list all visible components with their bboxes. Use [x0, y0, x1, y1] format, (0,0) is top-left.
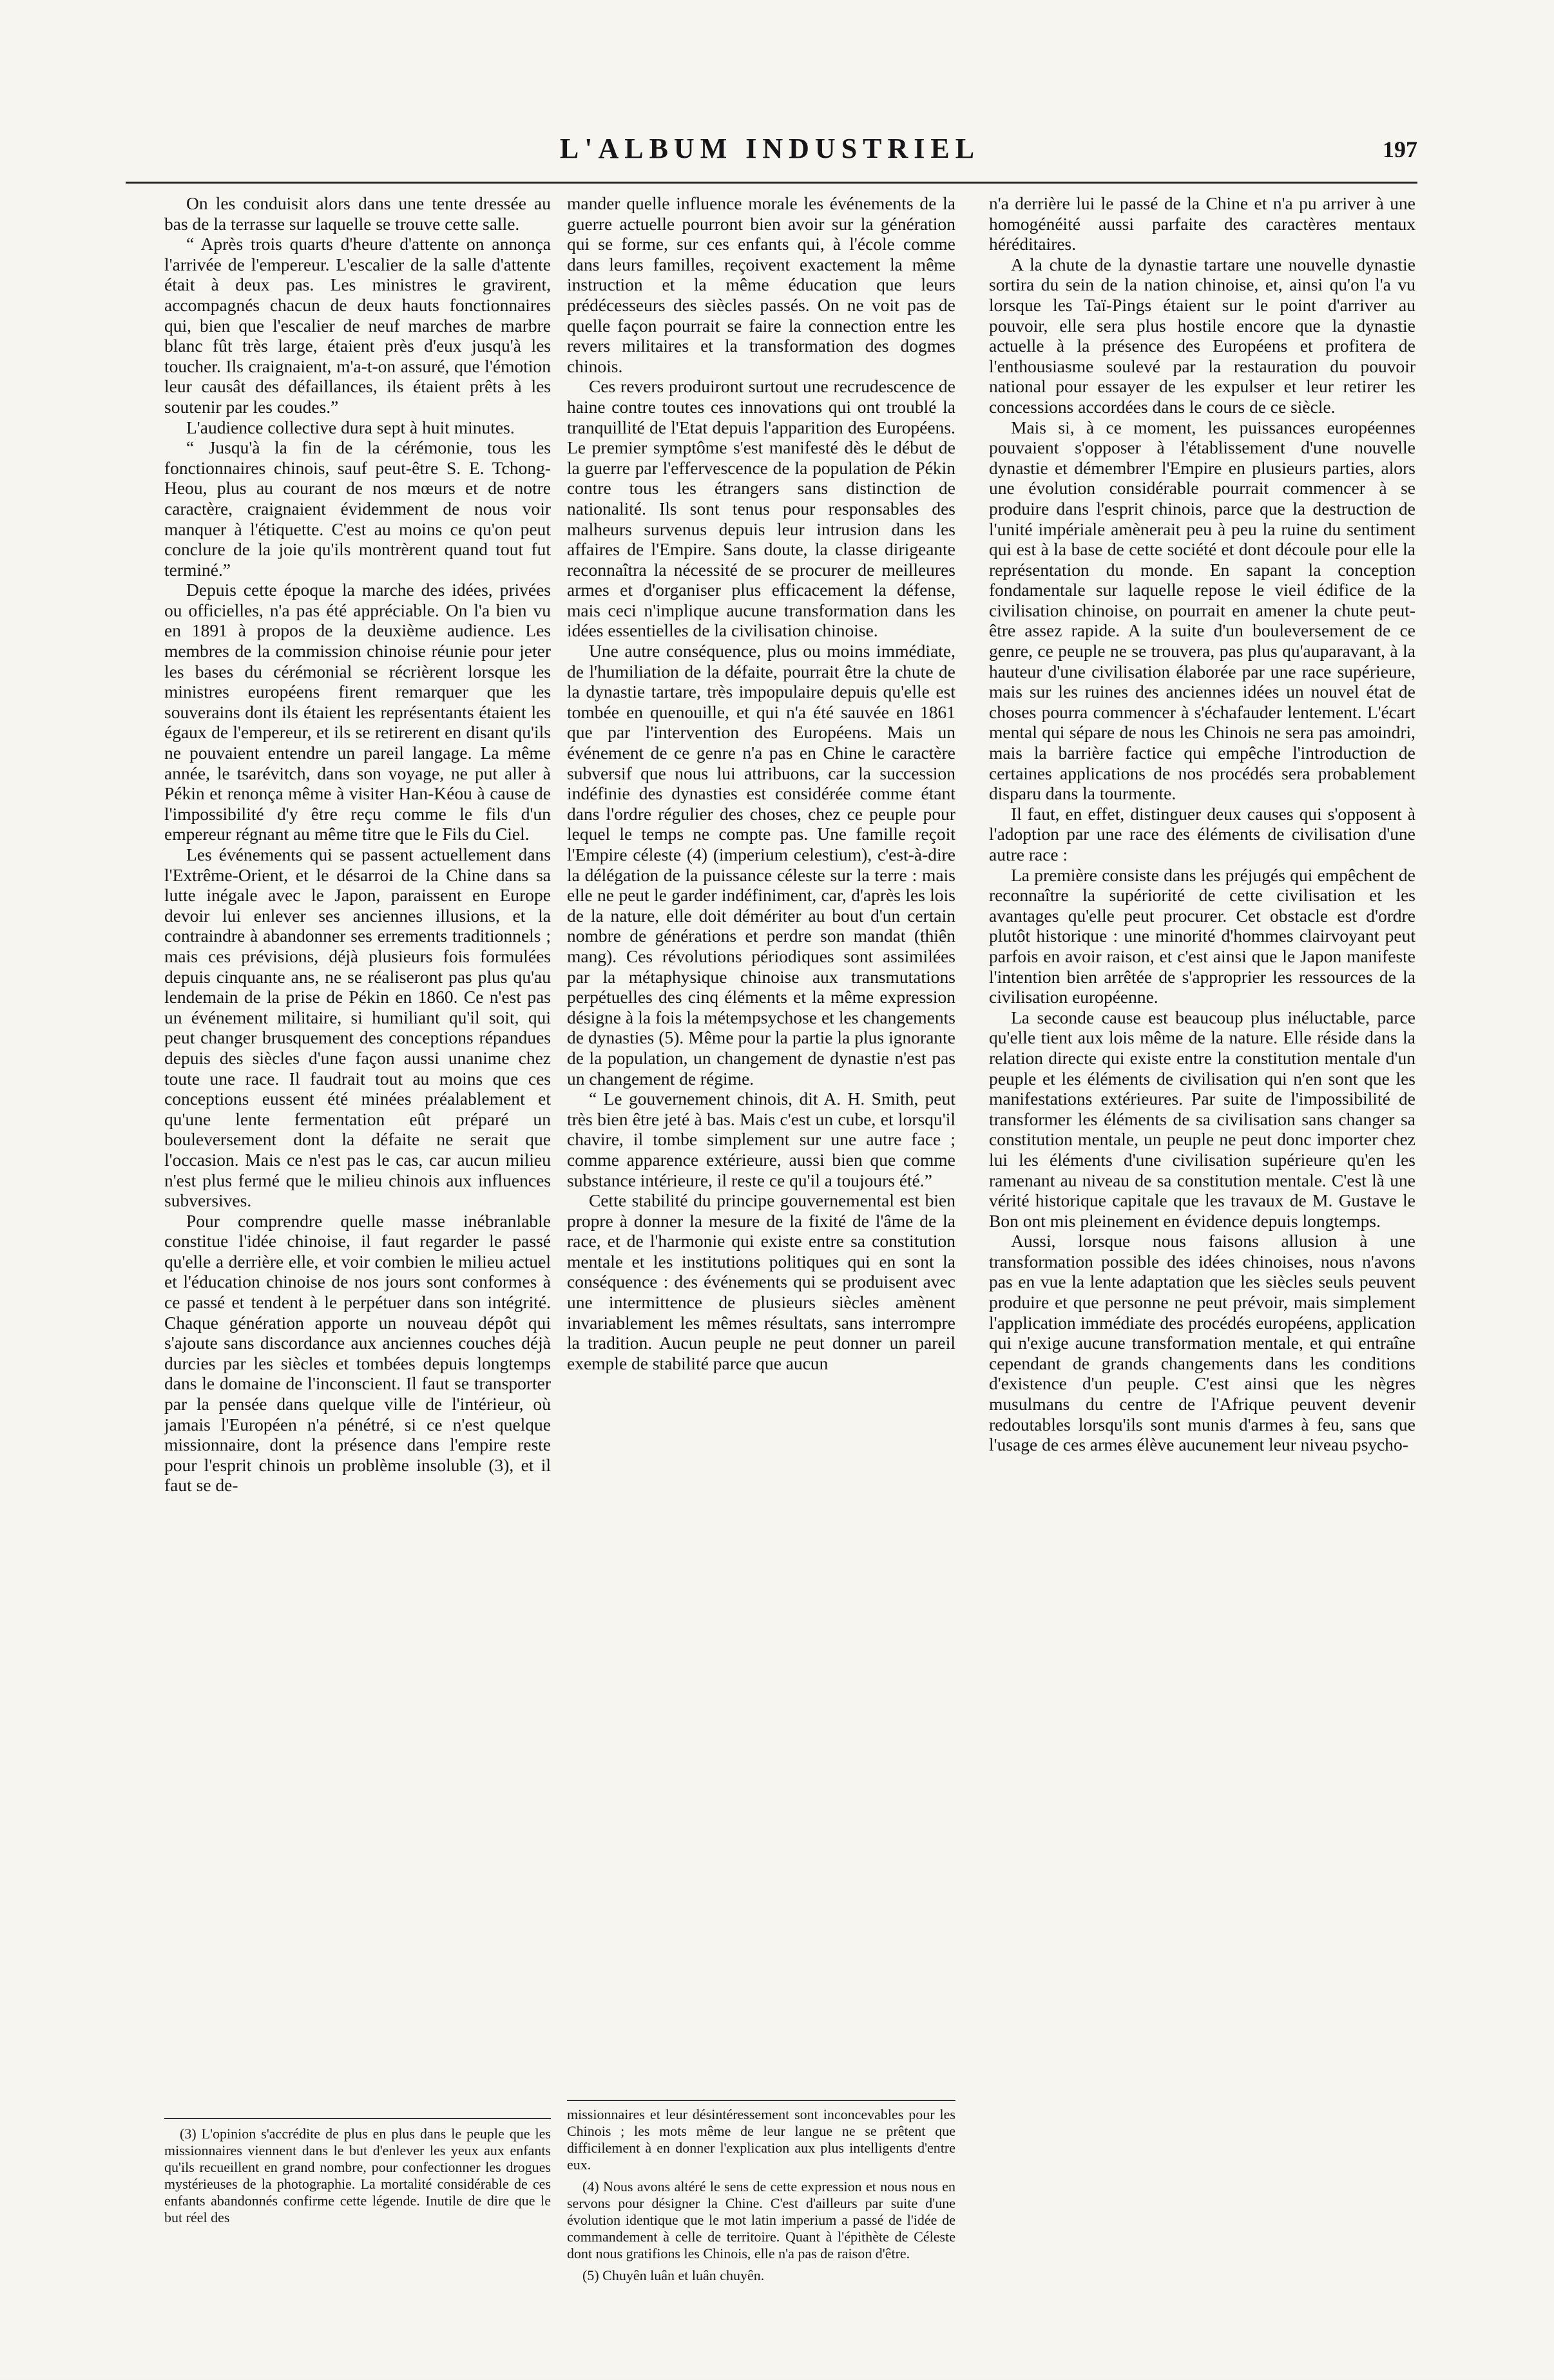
- text-column-3: [989, 193, 1415, 2379]
- running-title: L'ALBUM INDUSTRIEL: [559, 133, 981, 164]
- paragraph: Ces revers produiront surtout une recrudescence de haine contre toutes ces innovations qui ont troublé la tranquillité de l'Etat depuis l'apparition des Européens. Le premier symptôme s'est manifesté dès le début de la guerre par l'effervescence de la population de Pékin contre tous les étrangers sans distinction de nationalité. Ils sont tenus pour responsables des malheurs survenus depuis leur intrusion dans les affaires de l'Empire. Sans doute, la classe dirigeante reconnaîtra la nécessité de se procurer de meilleures armes et d'organiser plus efficacement la défense, mais ceci n'implique aucune transformation dans les idées essentielles de la civilisation chinoise.: [567, 376, 955, 641]
- column-3-body: [989, 193, 1415, 2379]
- paragraph: “ Après trois quarts d'heure d'attente on annonça l'arrivée de l'empereur. L'escalier de la salle d'attente était à deux pas. Les ministres le gravirent, accompagnés chacun de deux hauts fonctionnaires qui, bien que l'escalier de neuf marches de marbre blanc fût très large, étaient près d'eux jusqu'à les toucher. Ils craignaient, m'a-t-on assuré, que l'émotion leur causât des défaillances, ils étaient prêts à les soutenir par les coudes.”: [164, 234, 551, 417]
- paragraph: Cette stabilité du principe gouvernemental est bien propre à donner la mesure de la fixité de l'âme de la race, et de l'harmonie qui existe entre sa constitution mentale et les institutions politiques qui en sont la conséquence : des événements qui se produisent avec une intermittence de plusieurs siècles amènent invariablement les mêmes résultats, sans interrompre la tradition. Aucun peuple ne peut donner un pareil exemple de stabilité parce que aucun: [567, 1190, 955, 1373]
- header-rule: [126, 182, 1417, 184]
- paragraph: Aussi, lorsque nous faisons allusion à une transformation possible des idées chinoises, nous n'avons pas en vue la lente adaptation que les siècles seuls peuvent produire et que personne ne peut prévoir, mais simplement l'application immédiate des procédés européens, application qui n'exige aucune transformation mentale, et qui entraîne cependant de grands changements dans les conditions d'existence d'un peuple. C'est ainsi que les nègres musulmans du centre de l'Afrique peuvent devenir redoutables lorsqu'ils sont munis d'armes à feu, sans que l'usage de ces armes élève aucunement leur niveau psycho-: [989, 1231, 1415, 1455]
- paragraph: n'a derrière lui le passé de la Chine et n'a pu arriver à une homogénéité aussi parfaite des caractères mentaux héréditaires.: [989, 193, 1415, 254]
- paragraph: La seconde cause est beaucoup plus inéluctable, parce qu'elle tient aux lois même de la nature. Elle réside dans la relation directe qui existe entre la constitution mentale d'un peuple et les éléments de civilisation qui n'en sont que les manifestations extérieures. Par suite de l'impossibilité de transformer les éléments de sa civilisation sans changer sa constitution mentale, un peuple ne peut donc importer chez lui les éléments d'une civilisation supérieure qu'en les ramenant au niveau de sa constitution mentale. C'est là une vérité historique capitale que les travaux de M. Gustave le Bon ont mis pleinement en évidence depuis longtemps.: [989, 1007, 1415, 1231]
- footnote-rule: [164, 2118, 551, 2119]
- footnote: (3) L'opinion s'accrédite de plus en plus dans le peuple que les missionnaires viennent dans le but d'enlever les yeux aux enfants qu'ils recueillent en grand nombre, pour confectionner les drogues mystérieuses de la photographie. La mortalité considérable de ces enfants abandonnés confirme cette légende. Inutile de dire que le but réel des: [164, 2126, 551, 2225]
- paragraph: Depuis cette époque la marche des idées, privées ou officielles, n'a pas été appréciable. On l'a bien vu en 1891 à propos de la deuxième audience. Les membres de la commission chinoise réunie pour jeter les bases du cérémonial se récrièrent lorsque les ministres européens firent remarquer que les souverains dont ils étaient les représentants étaient les égaux de l'empereur, et ils se retirerent en disant qu'ils ne pouvaient entendre un pareil langage. La même année, le tsarévitch, dans son voyage, ne put aller à Pékin et renonça même à visiter Han-Kéou à cause de l'impossibilité d'y être reçu comme le fils d'un empereur régnant au même titre que le Fils du Ciel.: [164, 580, 551, 844]
- paragraph: A la chute de la dynastie tartare une nouvelle dynastie sortira du sein de la nation chinoise, et, ainsi qu'on l'a vu lorsque les Taï-Pings étaient sur le point d'arriver au pouvoir, elle sera plus hostile encore que la dynastie actuelle à la présence des Européens et profitera de l'enthousiasme soulevé par la restauration du pouvoir national pour essayer de les expulser et leur retirer les concessions accordées dans le cours de ce siècle.: [989, 254, 1415, 417]
- footnote: (5) Chuyên luân et luân chuyên.: [582, 2267, 765, 2283]
- paragraph: Pour comprendre quelle masse inébranlable constitue l'idée chinoise, il faut regarder le passé qu'elle a derrière elle, et voir combien le milieu actuel et l'éducation chinoise de nos jours sont conformes à ce passé et tendent à le perpétuer dans son intégrité. Chaque génération apporte un nouveau dépôt qui s'ajoute sans discordance aux anciennes couches déjà durcies par les siècles et tombées depuis longtemps dans le domaine de l'inconscient. Il faut se transporter par la pensée dans quelque ville de l'intérieur, où jamais l'Européen n'a pénétré, si ce n'est quelque missionnaire, dont la présence dans l'empire reste pour l'esprit chinois un problème insoluble (3), et il faut se de-: [164, 1210, 551, 1496]
- paragraph: Une autre conséquence, plus ou moins immédiate, de l'humiliation de la défaite, pourrait être la chute de la dynastie tartare, très impopulaire depuis qu'elle est tombée en quenouille, et qui n'a été sauvée en 1861 que par l'intervention des Européens. Mais un événement de ce genre n'a pas en Chine le caractère subversif que nous lui attribuons, car la succession indéfinie des dynasties est considérée comme étant dans l'ordre régulier des choses, chez ce peuple pour lequel le temps ne compte pas. Une famille reçoit l'Empire céleste (4) (imperium celestium), c'est-à-dire la délégation de la puissance céleste sur la terre : mais elle ne peut le garder indéfiniment, car, d'après les lois de la nature, elle doit démériter au bout d'un certain nombre de générations et perdre son mandat (thiên mang). Ces révolutions périodiques sont assimilées par la métaphysique chinoise aux transmutations perpétuelles des cinq éléments et la même expression désigne à la fois la métempsychose et les changements de dynasties (5). Même pour la partie la plus ignorante de la population, un changement de dynastie n'est pas un changement de régime.: [567, 641, 955, 1089]
- paragraph: Les événements qui se passent actuellement dans l'Extrême-Orient, et le désarroi de la Chine dans sa lutte inégale avec le Japon, paraissent en Europe devoir lui enlever ses anciennes illusions, et la contraindre à abandonner ses errements traditionnels ; mais ces prévisions, déjà plusieurs fois formulées depuis cinquante ans, ne se réaliseront pas plus qu'au lendemain de la prise de Pékin en 1860. Ce n'est pas un événement militaire, si humiliant qu'il soit, qui peut changer brusquement des conceptions répandues depuis des siècles d'une façon aussi unanime chez toute une race. Il faudrait tout au moins que ces conceptions eussent été minées préalablement et qu'une lente fermentation eût préparé un bouleversement dont la défaite ne serait que l'occasion. Mais ce n'est pas le cas, car aucun milieu n'est plus fermé que le milieu chinois aux influences subversives.: [164, 844, 551, 1211]
- paragraph: Il faut, en effet, distinguer deux causes qui s'opposent à l'adoption par une race des éléments de civilisation d'une autre race :: [989, 803, 1415, 864]
- text-column-2: [567, 193, 955, 2377]
- footnote: missionnaires et leur désintéressement sont inconcevables pour les Chinois ; les mots même de leur langue ne se prêtent que difficilement à en donner l'explication aux plus intelligents d'entre eux.: [567, 2106, 955, 2173]
- paragraph: Mais si, à ce moment, les puissances européennes pouvaient s'opposer à l'établissement d'une nouvelle dynastie et démembrer l'Empire en plusieurs parties, alors une évolution considérable pourrait commencer à se produire dans l'esprit chinois, parce que la destruction de l'unité impériale amènerait peu à peu la ruine du sentiment qui est à la base de cette société et dont découle pour elle la représentation du monde. En sapant la conception fondamentale sur laquelle repose le vieil édifice de la civilisation chinoise, on pourrait en amener la chute peut-être assez rapide. A la suite d'un bouleversement de ce genre, ce peuple ne se trouvera, pas plus qu'auparavant, à la hauteur d'une civilisation élaborée par une race supérieure, mais sur les ruines des anciennes idées un nouvel état de choses pourra commencer à s'échafauder lentement. L'écart mental qui sépare de nous les Chinois ne sera pas amoindri, mais la barrière factice qui empêche l'introduction de certaines applications de nos procédés sera probablement disparu dans la tourmente.: [989, 417, 1415, 804]
- paragraph: “ Jusqu'à la fin de la cérémonie, tous les fonctionnaires chinois, sauf peut-être S. E. Tchong-Heou, plus au courant de nos mœurs et de notre caractère, craignaient évidemment de nous voir manquer à l'étiquette. C'est au moins ce qu'on peut conclure de la joie qu'ils montrèrent quand tout fut terminé.”: [164, 437, 551, 580]
- column-2-footnotes: [567, 2106, 955, 2289]
- text-column-1: [164, 193, 551, 2380]
- page-header: [122, 132, 1417, 171]
- paragraph: “ Le gouvernement chinois, dit A. H. Smith, peut très bien être jeté à bas. Mais c'est un cube, et lorsqu'il chavire, il tombe simplement sur une autre face ; comme apparence extérieure, aussi bien que comme substance intérieure, il reste ce qu'il a toujours été.”: [567, 1089, 955, 1190]
- column-2-body: [567, 193, 955, 2093]
- column-1-body: [164, 193, 551, 2113]
- column-1-footnotes: [164, 2126, 551, 2231]
- paragraph: On les conduisit alors dans une tente dressée au bas de la terrasse sur laquelle se trouve cette salle.: [164, 193, 551, 234]
- paragraph: L'audience collective dura sept à huit minutes.: [186, 417, 515, 437]
- page-number: 197: [1383, 137, 1417, 162]
- footnote: (4) Nous avons altéré le sens de cette expression et nous nous en servons pour désigner la Chine. C'est d'ailleurs par suite d'une évolution identique que le mot latin imperium a passé de l'idée de commandement à celle de territoire. Quant à l'épithète de Céleste dont nous gratifions les Chinois, elle n'a pas de raison d'être.: [567, 2178, 955, 2261]
- footnote-rule: [567, 2100, 955, 2101]
- paragraph: La première consiste dans les préjugés qui empêchent de reconnaître la supériorité de cette civilisation et les avantages qu'elle peut procurer. Cet obstacle est d'ordre plutôt historique : une minorité d'hommes clairvoyant peut parfois en avoir raison, et c'est ainsi que le Japon manifeste l'intention bien arrêtée de s'approprier les ressources de la civilisation européenne.: [989, 864, 1415, 1007]
- paragraph: mander quelle influence morale les événements de la guerre actuelle pourront bien avoir sur la génération qui se forme, sur ces enfants qui, à l'école comme dans leurs familles, reçoivent exactement la même instruction et la même éducation que leurs prédécesseurs des siècles passés. On ne voit pas de quelle façon pourrait se faire la connection entre les revers militaires et la transformation des dogmes chinois.: [567, 193, 955, 376]
